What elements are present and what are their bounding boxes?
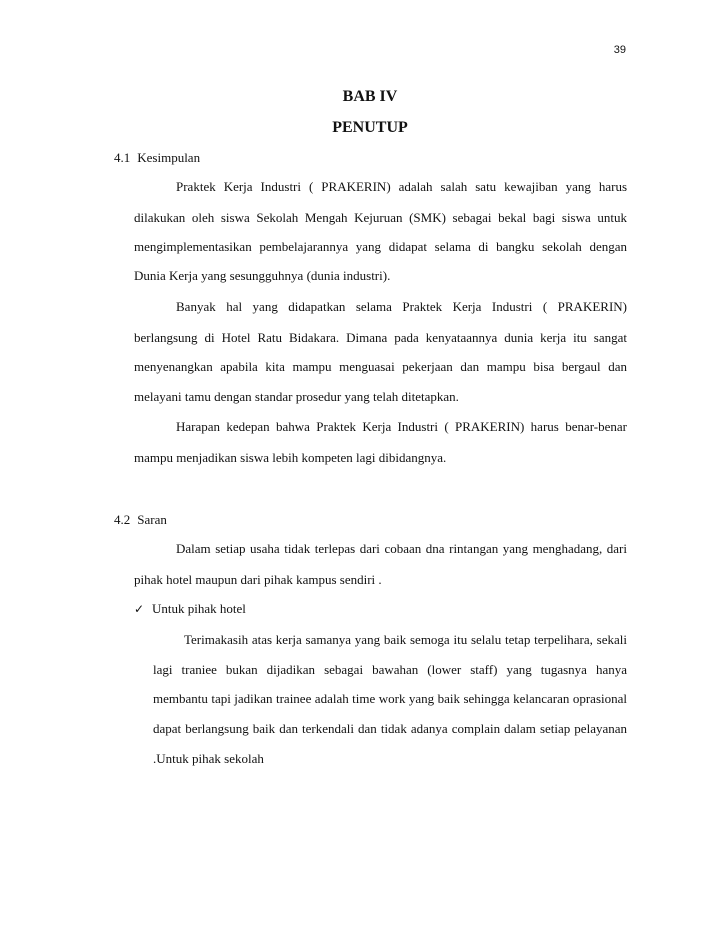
paragraph-line: Dalam setiap usaha tidak terlepas dari cobaan dna rintangan yang menghadang, dari bbox=[176, 541, 627, 556]
section-heading-saran bbox=[114, 512, 167, 528]
paragraph-line: membantu tapi jadikan trainee adalah time work yang baik sehingga kelancaran oprasional bbox=[153, 691, 627, 706]
chapter-label: BAB IV bbox=[342, 88, 398, 105]
paragraph-line: mengimplementasikan pembelajarannya yang didapat selama di bangku sekolah dengan bbox=[134, 239, 627, 254]
paragraph-line: Dunia Kerja yang sesungguhnya (dunia industri). bbox=[134, 268, 391, 283]
paragraph-line: Harapan kedepan bahwa Praktek Kerja Industri ( PRAKERIN) harus benar-benar bbox=[176, 419, 627, 434]
section-title: Kesimpulan bbox=[137, 150, 201, 165]
bullet-item-hotel bbox=[134, 601, 246, 617]
paragraph-line: Terimakasih atas kerja samanya yang baik semoga itu selalu tetap terpelihara, sekali bbox=[184, 632, 627, 647]
paragraph-line: .Untuk pihak sekolah bbox=[153, 751, 264, 766]
paragraph-line: pihak hotel maupun dari pihak kampus sendiri . bbox=[134, 572, 382, 587]
chapter-title: PENUTUP bbox=[332, 119, 408, 136]
checkmark-icon: ✓ bbox=[134, 602, 145, 616]
paragraph-line: melayani tamu dengan standar prosedur yang telah ditetapkan. bbox=[134, 389, 459, 404]
bullet-label: Untuk pihak hotel bbox=[152, 601, 246, 616]
paragraph-line: Banyak hal yang didapatkan selama Praktek Kerja Industri ( PRAKERIN) bbox=[176, 299, 627, 314]
paragraph-line: berlangsung di Hotel Ratu Bidakara. Dimana pada kenyataannya dunia kerja itu sangat bbox=[134, 330, 627, 345]
section-title: Saran bbox=[137, 512, 167, 527]
section-heading-kesimpulan bbox=[114, 150, 200, 166]
paragraph-line: lagi traniee bukan dijadikan sebagai bawahan (lower staff) yang tugasnya hanya bbox=[153, 662, 627, 677]
paragraph-line: dilakukan oleh siswa Sekolah Mengah Kejuruan (SMK) sebagai bekal bagi siswa untuk bbox=[134, 210, 627, 225]
paragraph-line: mampu menjadikan siswa lebih kompeten lagi dibidangnya. bbox=[134, 450, 447, 465]
page-number: 39 bbox=[613, 44, 626, 56]
paragraph-line: dapat berlangsung baik dan terkendali dan tidak adanya complain dalam setiap pelayanan bbox=[153, 721, 627, 736]
paragraph-line: Praktek Kerja Industri ( PRAKERIN) adalah salah satu kewajiban yang harus bbox=[176, 179, 627, 194]
section-number: 4.1 bbox=[114, 150, 131, 165]
paragraph-line: menyenangkan apabila kita mampu menguasai pekerjaan dan mampu bisa bergaul dan bbox=[134, 359, 627, 374]
section-number: 4.2 bbox=[114, 512, 131, 527]
